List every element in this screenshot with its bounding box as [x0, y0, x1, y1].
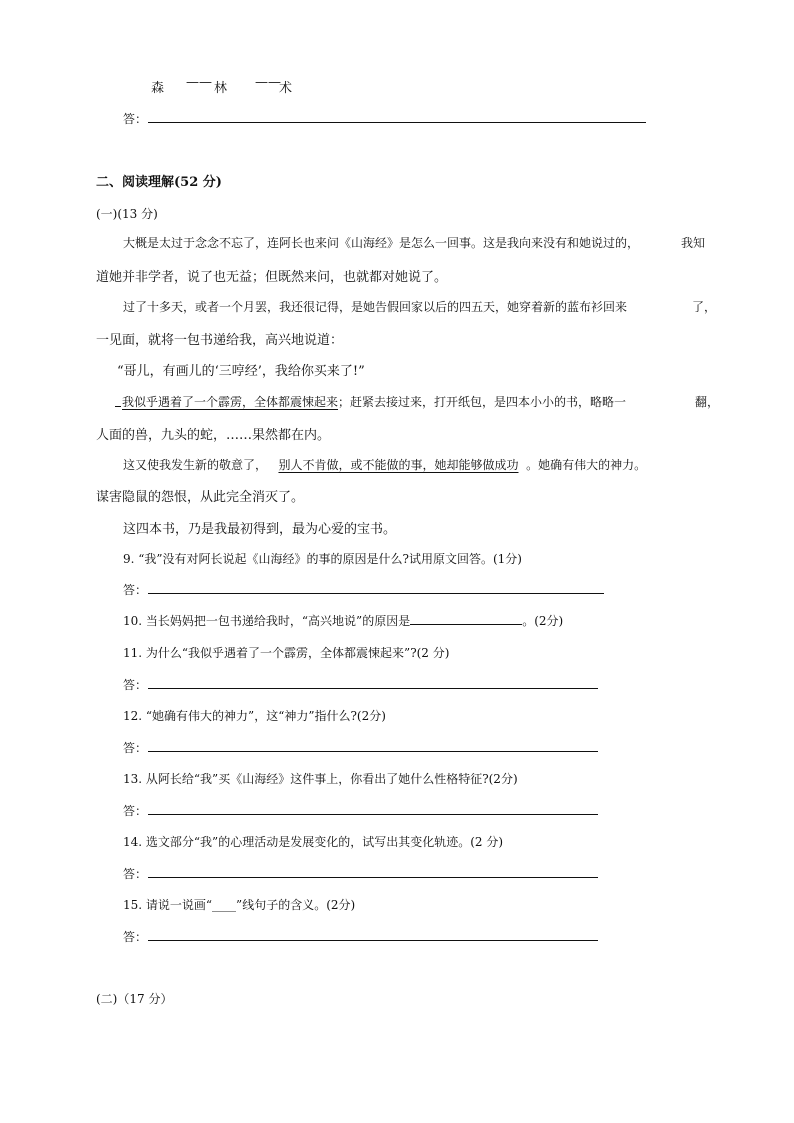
passage-line: 这又使我发生新的敬意了， 别人不肯做，或不能做的事，她却能够做成功 。她确有伟大的神力。 [123, 458, 647, 472]
passage-quote: “哥儿，有画儿的‘三哼经’，我给你买来了!” [117, 364, 365, 379]
question-13: 13. 从阿长给“我”买《山海经》这件事上，你看出了她什么性格特征?(2分) [123, 772, 518, 786]
passage-line: 一见面，就将一包书递给我，高兴地说道： [96, 333, 344, 348]
word-lin: 林 [214, 81, 228, 96]
part-label: (二)（17 分） [96, 992, 173, 1006]
answer-line[interactable] [148, 751, 598, 752]
question-9: 9. “我”没有对阿长说起《山海经》的事的原因是什么?试用原文回答。(1分) [123, 552, 522, 566]
passage-line: 道她并非学者，说了也无益；但既然来问，也就都对她说了。 [96, 270, 448, 285]
passage-line: 谋害隐鼠的怨恨，从此完全消灭了。 [96, 490, 305, 505]
passage-line: 过了十多天，或者一个月罢，我还很记得，是她告假回家以后的四五天，她穿着新的蓝布衫回来 [123, 300, 628, 314]
dash: —— [255, 75, 281, 90]
answer-label: 答： [123, 678, 148, 692]
answer-line[interactable] [148, 814, 598, 815]
passage-line: 大概是太过于念念不忘了，连阿长也来问《山海经》是怎么一回事。这是我向来没有和她说过的， [123, 236, 640, 250]
passage-line: 了， [692, 300, 717, 314]
word-shu: 术 [279, 81, 293, 96]
passage-line: 这四本书，乃是我最初得到，最为心爱的宝书。 [123, 522, 397, 537]
passage-line: 我知 [681, 236, 706, 250]
passage-line: 人面的兽，九头的蛇，……果然都在内。 [96, 428, 331, 443]
answer-label: 答： [123, 867, 148, 881]
question-12: 12. “她确有伟大的神力”，这“神力”指什么?(2分) [123, 709, 386, 723]
answer-label: 答： [123, 804, 148, 818]
answer-label: 答： [123, 583, 148, 597]
underlined-sentence: 别人不肯做，或不能做的事，她却能够做成功 [278, 458, 519, 472]
fill-blank[interactable] [410, 612, 522, 625]
dash: —— [186, 75, 212, 90]
answer-label: 答： [123, 930, 148, 944]
question-15: 15. 请说一说画“____”线句子的含义。(2分) [123, 898, 356, 912]
answer-line[interactable] [148, 877, 598, 878]
answer-label: 答： [123, 112, 148, 126]
answer-line[interactable] [148, 593, 604, 594]
answer-line[interactable] [148, 122, 646, 123]
passage-line: 翻， [695, 395, 720, 409]
underline-lead [115, 406, 121, 407]
answer-line[interactable] [148, 688, 598, 689]
question-14: 14. 选文部分“我”的心理活动是发展变化的，试写出其变化轨迹。(2 分) [123, 835, 504, 849]
section-title: 二、阅读理解(52 分) [96, 175, 222, 190]
word-sen: 森 [151, 81, 165, 96]
answer-label: 答： [123, 741, 148, 755]
question-11: 11. 为什么“我似乎遇着了一个霹雳，全体都震悚起来”?(2 分) [123, 646, 450, 660]
passage-line: 我似乎遇着了一个霹雳，全体都震悚起来；赶紧去接过来，打开纸包，是四本小小的书，略略一 [122, 395, 627, 409]
question-10: 10. 当长妈妈把一包书递给我时，“高兴地说”的原因是 。(2分) [123, 614, 564, 628]
answer-line[interactable] [148, 940, 598, 941]
part-label: (一)(13 分) [96, 207, 158, 221]
underlined-sentence: 我似乎遇着了一个霹雳，全体都震悚起来 [122, 395, 339, 409]
